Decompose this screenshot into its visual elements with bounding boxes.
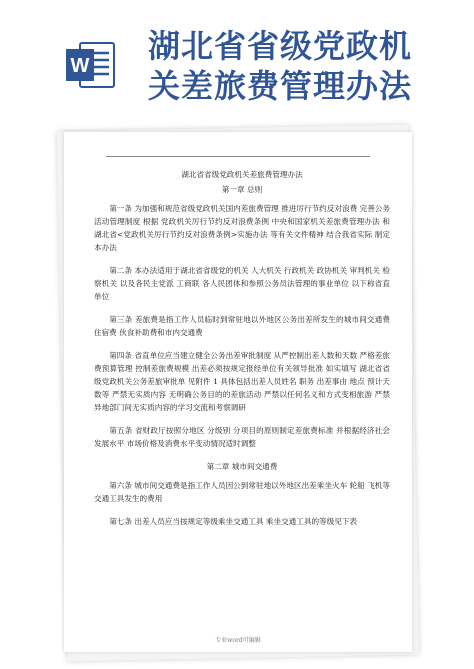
word-doc-icon [64,40,116,90]
article-paragraph: 第七条 出差人员应当按规定等级乘坐交通工具 乘坐交通工具的等级见下表 [109,517,358,526]
article-paragraph: 第二条 本办法适用于湖北省省级党的机关 人大机关 行政机关 政协机关 审判机关 检察机关 以及各民主党派 工商联 各人民团体和参照公务员法管理的事业单位 以下称省直单位 [94,266,390,301]
banner-title-line2: 关差旅费管理办法 [148,67,413,105]
document-page [64,132,412,652]
banner [0,0,474,118]
header-rule [106,156,370,157]
chapter-heading: 第二章 城市间交通费 [206,462,278,471]
document-title: 湖北省省级党政机关差旅费管理办法 [181,170,303,179]
svg-text:W: W [70,55,90,77]
article-paragraph: 第一条 为加强和规范省级党政机关国内差旅费管理 推进厉行节约反对浪费 完善公务活动管理制度 根据 党政机关厉行节约反对浪费条例 中央和国家机关差旅费管理办法 和 湖北省<党政机关厉行节约反对浪费条例>实施办法 等有关文件精神 结合我省实际 制定本办法 [94,204,390,252]
article-paragraph: 第四条 省直单位应当建立健全公务出差审批制度 从严控制出差人数和天数 严格差旅费预算管理 控制差旅费规模 出差必须按规定报经单位有关领导批准 如实填写 湖北省省级党政机关公务差旅审批单 见附件 1 具体包括出差人员姓名 职务 出差事由 地点 预计天数等 严禁无实质内容 无明确公务目的的差旅活动 严禁以任何名义和方式变相旅游 严禁异地部门间无实质内容的学习交流和考察调研 [94,351,390,412]
chapter-heading: 第一章 总则 [221,185,263,194]
page-footer: 专业word可编辑 [215,637,261,644]
banner-title-line1: 湖北省省级党政机 [148,27,413,65]
article-paragraph: 第三条 差旅费是指工作人员临时到常驻地以外地区公务出差所发生的城市间交通费 住宿费 伙食补助费和市内交通费 [94,315,390,337]
article-paragraph: 第六条 城市间交通费是指工作人员因公到常驻地以外地区出差乘坐火车 轮船 飞机等交通工具发生的费用 [94,481,390,503]
article-paragraph: 第五条 省财政厅按照分地区 分级别 分项目的原则制定差旅费标准 并根据经济社会发展水平 市场价格及消费水平变动情况适时调整 [94,426,390,448]
document-body [94,168,390,538]
banner-title [148,26,458,106]
